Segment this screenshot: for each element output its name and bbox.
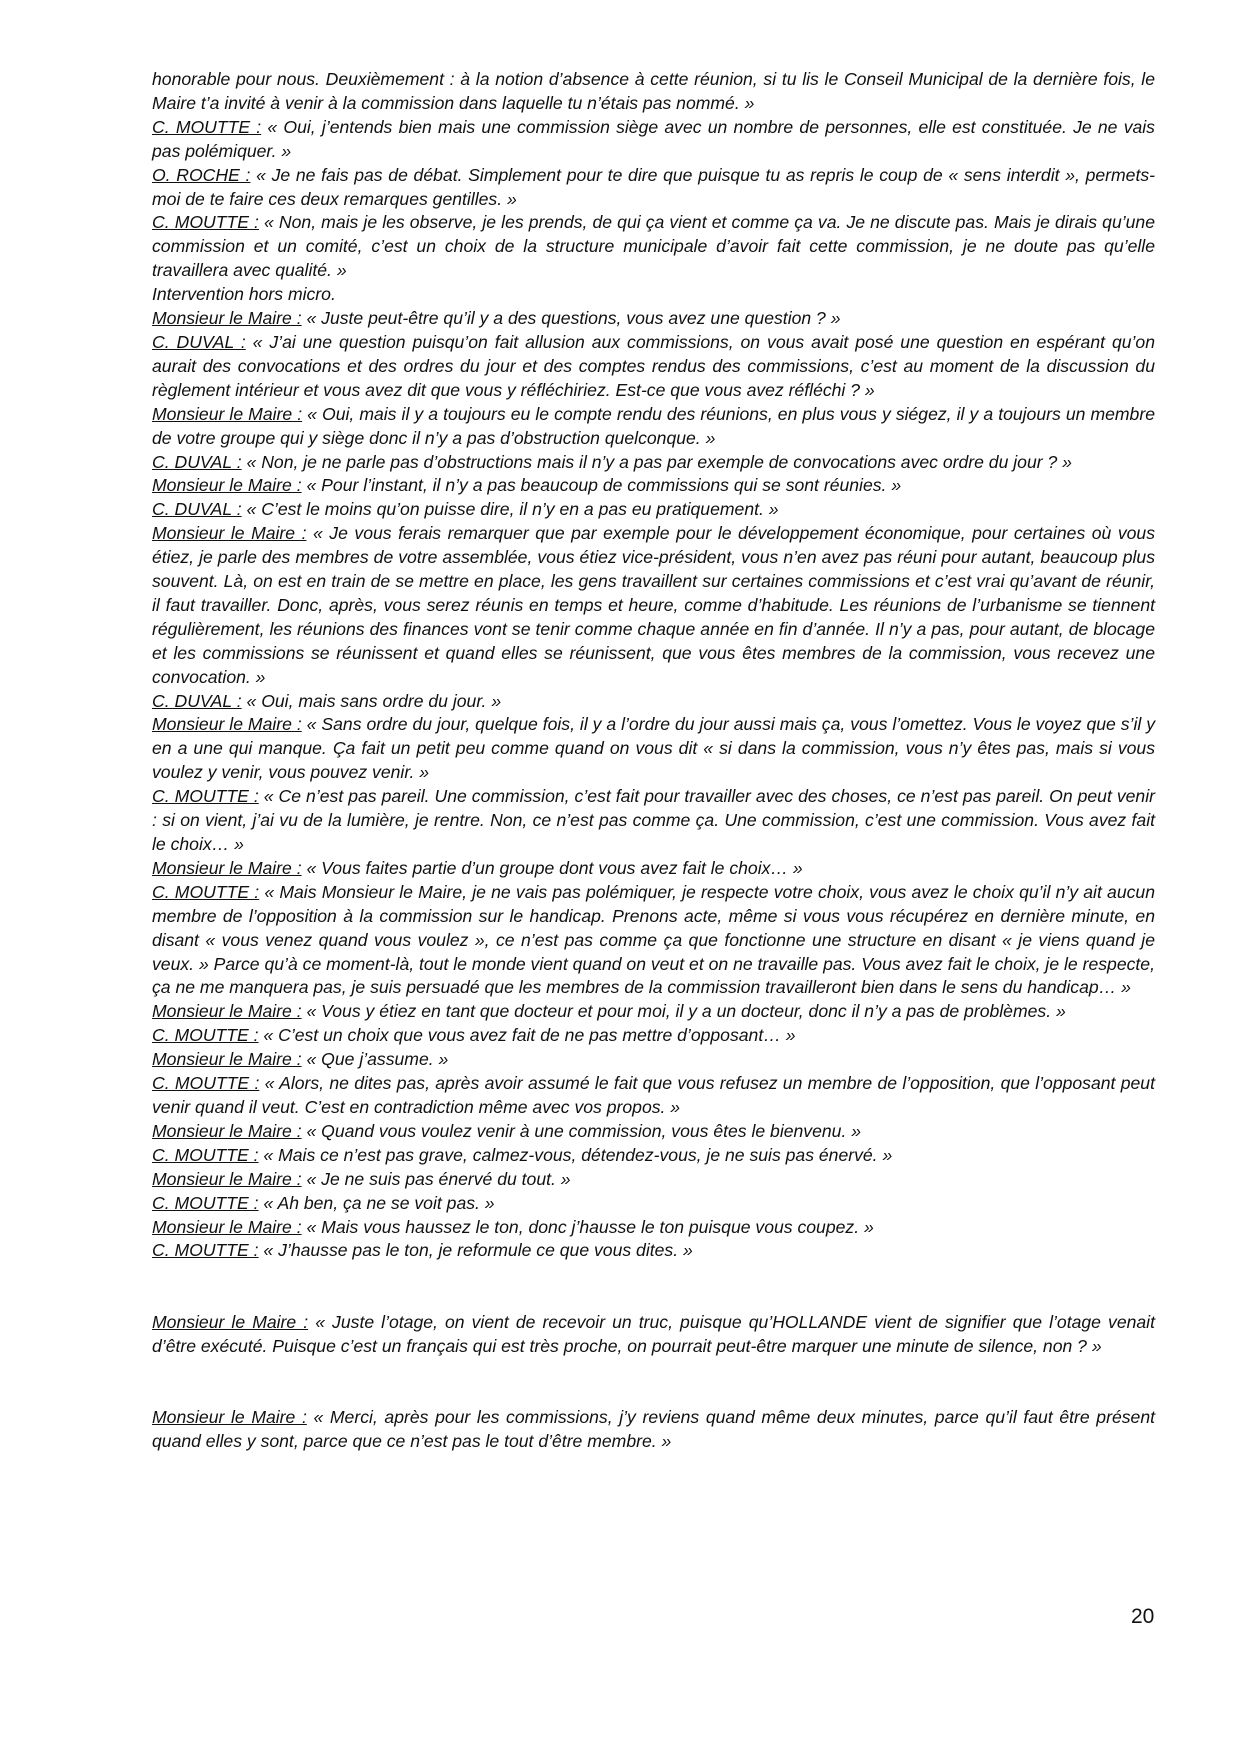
paragraph-text: « Je ne fais pas de débat. Simplement pour te dire que puisque tu as repris le coup de « sens interdit », permets-moi de te faire ces deux remarques gentilles. » (152, 164, 1155, 209)
paragraph-text: « Vous y étiez en tant que docteur et pour moi, il y a un docteur, donc il n’y a pas de problèmes. » (301, 1001, 1066, 1022)
dialogue-paragraph (152, 451, 1155, 475)
dialogue-paragraph (152, 498, 1155, 522)
paragraph-text: « Je vous ferais remarquer que par exemple pour le développement économique, pour certaines où vous étiez, je parle des membres de votre assemblée, vous étiez vice-président, vous n’en avez pas réuni pour autant, beaucoup plus souvent. Là, on est en train de se mettre en place, les gens travaillent sur certaines commissions et c’est vrai qu’avant de réunir, il faut travailler. Donc, après, vous serez réunis en temps et heure, comme d’habitude. Les réunions de l’urbanisme se tiennent régulièrement, les réunions des finances vont se tenir comme chaque année en fin d’année. Il n’y a pas, pour autant, de blocage et les commissions se réunissent et quand elles se réunissent, que vous êtes membres de la commission, vous recevez une convocation. » (152, 523, 1155, 687)
dialogue-paragraph (152, 713, 1155, 785)
paragraph-text: « Oui, mais sans ordre du jour. » (241, 690, 502, 711)
speaker-label: Monsieur le Maire : (152, 1168, 302, 1189)
section-spacer (152, 1359, 1155, 1406)
speaker-label: C. MOUTTE : (152, 1144, 259, 1165)
paragraph-text: « Sans ordre du jour, quelque fois, il y a l’ordre du jour aussi mais ça, vous l’omettez. Vous le voyez que s’il y en a une qui manque. Ça fait un petit peu comme quand on vous dit « si dans la commission, vous n’y êtes pas, mais si vous voulez y venir, vous pouvez venir. » (152, 714, 1155, 783)
speaker-label: C. MOUTTE : (152, 212, 259, 233)
speaker-label: O. ROCHE : (152, 164, 251, 185)
speaker-label: Monsieur le Maire : (152, 1312, 309, 1333)
speaker-label: Monsieur le Maire : (152, 1001, 302, 1022)
speaker-label: Monsieur le Maire : (152, 1049, 302, 1070)
paragraph-text: « J’hausse pas le ton, je reformule ce que vous dites. » (258, 1240, 693, 1261)
speaker-label: Monsieur le Maire : (152, 523, 307, 544)
paragraph-hostage (152, 1311, 1155, 1359)
speaker-label: C. MOUTTE : (152, 116, 262, 137)
dialogue-paragraph (152, 857, 1155, 881)
dialogue-paragraph (152, 1144, 1155, 1168)
paragraph-text: honorable pour nous. Deuxièmement : à la notion d’absence à cette réunion, si tu lis le Conseil Municipal de la dernière fois, le Maire t’a invité à venir à la commission dans laquelle tu n’étais pas nommé. » (152, 69, 1155, 113)
dialogue-paragraph (152, 690, 1155, 714)
dialogue-paragraph (152, 211, 1155, 283)
dialogue-paragraph (152, 1192, 1155, 1216)
dialogue-paragraph (152, 1000, 1155, 1024)
paragraph-text: « Vous faites partie d’un groupe dont vous avez fait le choix… » (301, 857, 803, 878)
speaker-label: Monsieur le Maire : (152, 1216, 302, 1237)
document-body (152, 68, 1155, 1454)
paragraph-text: « Que j’assume. » (301, 1049, 449, 1070)
dialogue-paragraph (152, 403, 1155, 451)
dialogue-paragraph (152, 881, 1155, 1001)
dialogue-paragraph (152, 1168, 1155, 1192)
paragraph-text: « Quand vous voulez venir à une commission, vous êtes le bienvenu. » (301, 1120, 862, 1141)
dialogue-paragraph (152, 1048, 1155, 1072)
section-spacer (152, 1263, 1155, 1311)
dialogue-paragraph (152, 68, 1155, 116)
dialogue-paragraph (152, 164, 1155, 212)
dialogue-paragraph (152, 1216, 1155, 1240)
paragraph-text: « Mais vous haussez le ton, donc j’hausse le ton puisque vous coupez. » (301, 1216, 874, 1237)
speaker-label: Monsieur le Maire : (152, 403, 303, 424)
speaker-label: C. DUVAL : (152, 690, 242, 711)
page-number: 20 (1131, 1605, 1155, 1628)
paragraph-text: « Juste l’otage, on vient de recevoir un truc, puisque qu’HOLLANDE vient de signifier que l’otage venait d’être exécuté. Puisque c’est un français qui est très proche, on pourrait peut-être marquer une minute de silence, non ? » (152, 1312, 1155, 1357)
paragraph-text: « Oui, j’entends bien mais une commission siège avec un nombre de personnes, elle est constituée. Je ne vais pas polémiquer. » (152, 116, 1155, 161)
dialogue-paragraph (152, 116, 1155, 164)
speaker-label: C. DUVAL : (152, 331, 246, 352)
paragraph-text: Intervention hors micro. (152, 284, 336, 305)
paragraph-text: « Juste peut-être qu’il y a des questions, vous avez une question ? » (301, 308, 841, 329)
speaker-label: Monsieur le Maire : (152, 1120, 302, 1141)
dialogue-paragraph (152, 1072, 1155, 1120)
paragraph-text: « Mais Monsieur le Maire, je ne vais pas polémiquer, je respecte votre choix, vous avez le choix qu’il n’y ait aucun membre de l’opposition à la commission sur le handicap. Prenons acte, même si vous vous récupérez en dernière minute, en disant « vous venez quand vous voulez », ce n’est pas comme ça que fonctionne une structure en disant « je viens quand je veux. » Parce qu’à ce moment-là, tout le monde vient quand on veut et on ne travaille pas. Vous avez fait le choix, je le respecte, ça ne me manquera pas, je suis persuadé que les membres de la commission travailleront bien dans le sens du handicap… » (152, 881, 1155, 998)
dialogue-paragraph (152, 1239, 1155, 1263)
paragraph-text: « J’ai une question puisqu’on fait allusion aux commissions, on vous avait posé une question en espérant qu’on aurait des convocations et des ordres du jour et des comptes rendus des commissions, c’est au moment de la discussion du règlement intérieur et vous avez dit que vous y réfléchiriez. Est-ce que vous avez réfléchi ? » (152, 331, 1155, 400)
paragraph-text: « Non, mais je les observe, je les prends, de qui ça vient et comme ça va. Je ne discute pas. Mais je dirais qu’une commission et un comité, c’est un choix de la structure municipale d’avoir fait cette commission, je ne doute pas qu’elle travaillera avec qualité. » (152, 212, 1155, 281)
speaker-label: C. DUVAL : (152, 451, 242, 472)
speaker-label: Monsieur le Maire : (152, 1407, 307, 1428)
dialogue-paragraph (152, 474, 1155, 498)
paragraph-text: « Non, je ne parle pas d’obstructions mais il n’y a pas par exemple de convocations avec ordre du jour ? » (241, 451, 1072, 472)
paragraph-text: « Ce n’est pas pareil. Une commission, c’est fait pour travailler avec des choses, ce n’est pas pareil. On peut venir : si on vient, j’ai vu de la lumière, je rentre. Non, ce n’est pas comme ça. Une commission, c’est une commission. Vous avez fait le choix… » (152, 786, 1155, 854)
paragraph-text: « C’est un choix que vous avez fait de ne pas mettre d’opposant… » (258, 1025, 796, 1046)
speaker-label: Monsieur le Maire : (152, 714, 302, 735)
paragraph-text: « Merci, après pour les commissions, j’y reviens quand même deux minutes, parce qu’il faut être présent quand elles y sont, parce que ce n’est pas le tout d’être membre. » (152, 1407, 1155, 1452)
dialogue-paragraph (152, 331, 1155, 403)
speaker-label: C. MOUTTE : (152, 1192, 259, 1213)
paragraph-text: « C’est le moins qu’on puisse dire, il n’y en a pas eu pratiquement. » (241, 499, 779, 520)
paragraph-text: « Oui, mais il y a toujours eu le compte rendu des réunions, en plus vous y siégez, il y a toujours un membre de votre groupe qui y siège donc il n’y a pas d’obstruction quelconque. » (152, 403, 1155, 448)
speaker-label: Monsieur le Maire : (152, 857, 302, 878)
speaker-label: C. DUVAL : (152, 499, 242, 520)
dialogue-section (152, 68, 1155, 1263)
paragraph-text: « Mais ce n’est pas grave, calmez-vous, détendez-vous, je ne suis pas énervé. » (258, 1144, 893, 1165)
dialogue-paragraph (152, 785, 1155, 857)
paragraph-text: « Je ne suis pas énervé du tout. » (301, 1168, 571, 1189)
speaker-label: Monsieur le Maire : (152, 475, 302, 496)
dialogue-paragraph (152, 1120, 1155, 1144)
dialogue-paragraph (152, 522, 1155, 689)
speaker-label: C. MOUTTE : (152, 1240, 259, 1261)
speaker-label: C. MOUTTE : (152, 1025, 259, 1046)
dialogue-paragraph (152, 1024, 1155, 1048)
paragraph-closing (152, 1406, 1155, 1454)
dialogue-paragraph (152, 307, 1155, 331)
paragraph-text: « Ah ben, ça ne se voit pas. » (258, 1192, 495, 1213)
dialogue-paragraph (152, 283, 1155, 307)
speaker-label: Monsieur le Maire : (152, 308, 302, 329)
paragraph-text: « Alors, ne dites pas, après avoir assumé le fait que vous refusez un membre de l’opposition, que l’opposant peut venir quand il veut. C’est en contradiction même avec vos propos. » (152, 1073, 1155, 1117)
paragraph-text: « Pour l’instant, il n’y a pas beaucoup de commissions qui se sont réunies. » (301, 475, 902, 496)
speaker-label: C. MOUTTE : (152, 786, 259, 807)
speaker-label: C. MOUTTE : (152, 881, 260, 902)
speaker-label: C. MOUTTE : (152, 1073, 260, 1094)
